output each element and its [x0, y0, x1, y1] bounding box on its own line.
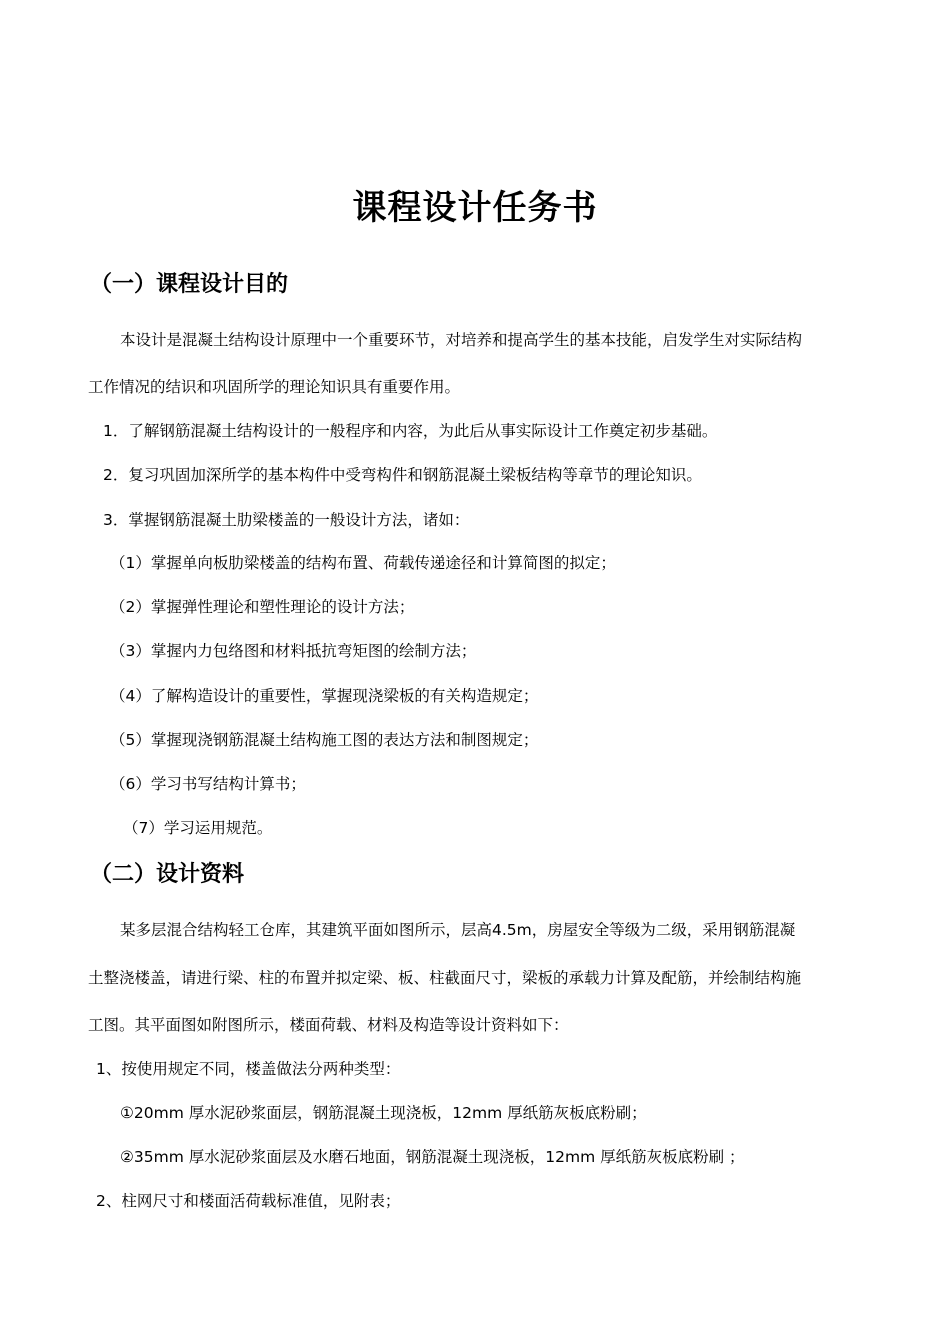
- section2-item-1: 1、按使用规定不同，楼盖做法分两种类型：: [96, 1060, 401, 1078]
- section1-subitem-7: （7）学习运用规范。: [123, 819, 273, 837]
- section1-subitem-5: （5）掌握现浇钢筋混凝土结构施工图的表达方法和制图规定；: [110, 731, 539, 749]
- section1-subitem-1: （1）掌握单向板肋梁楼盖的结构布置、荷载传递途径和计算简图的拟定；: [110, 554, 616, 572]
- section2-heading: （二）设计资料: [90, 862, 245, 887]
- section2-item-1b: ②35mm 厚水泥砂浆面层及水磨石地面，钢筋混凝土现浇板，12mm 厚纸筋灰板底粉刷 ；: [120, 1148, 745, 1166]
- section2-para-line2: 土整浇楼盖，请进行梁、柱的布置并拟定梁、板、柱截面尺寸，梁板的承载力计算及配筋，并绘制结构施: [88, 969, 802, 987]
- section1-item-3: 3．掌握钢筋混凝土肋梁楼盖的一般设计方法，诸如：: [103, 511, 470, 529]
- section2-para-line1: 某多层混合结构轻工仓库，其建筑平面如图所示，层高4.5m，房屋安全等级为二级，采用钢筋混凝: [120, 921, 796, 939]
- document-title: 课程设计任务书: [352, 188, 598, 228]
- section2-item-2: 2、柱网尺寸和楼面活荷载标准值，见附表；: [96, 1192, 401, 1210]
- section1-subitem-4: （4）了解构造设计的重要性，掌握现浇梁板的有关构造规定；: [110, 687, 539, 705]
- section1-intro-line1: 本设计是混凝土结构设计原理中一个重要环节，对培养和提高学生的基本技能，启发学生对实际结构: [120, 331, 803, 349]
- section1-item-2: 2．复习巩固加深所学的基本构件中受弯构件和钢筋混凝土梁板结构等章节的理论知识。: [103, 466, 702, 484]
- section1-subitem-3: （3）掌握内力包络图和材料抵抗弯矩图的绘制方法；: [110, 642, 477, 660]
- section1-heading: （一）课程设计目的: [90, 272, 289, 297]
- section2-item-1a: ①20mm 厚水泥砂浆面层，钢筋混凝土现浇板，12mm 厚纸筋灰板底粉刷；: [120, 1104, 647, 1122]
- section1-intro-line2: 工作情况的结识和巩固所学的理论知识具有重要作用。: [88, 378, 461, 396]
- section1-subitem-2: （2）掌握弹性理论和塑性理论的设计方法；: [110, 598, 415, 616]
- section1-item-1: 1．了解钢筋混凝土结构设计的一般程序和内容，为此后从事实际设计工作奠定初步基础。: [103, 422, 718, 440]
- section2-para-line3: 工图。其平面图如附图所示，楼面荷载、材料及构造等设计资料如下：: [88, 1016, 569, 1034]
- section1-subitem-6: （6）学习书写结构计算书；: [110, 775, 306, 793]
